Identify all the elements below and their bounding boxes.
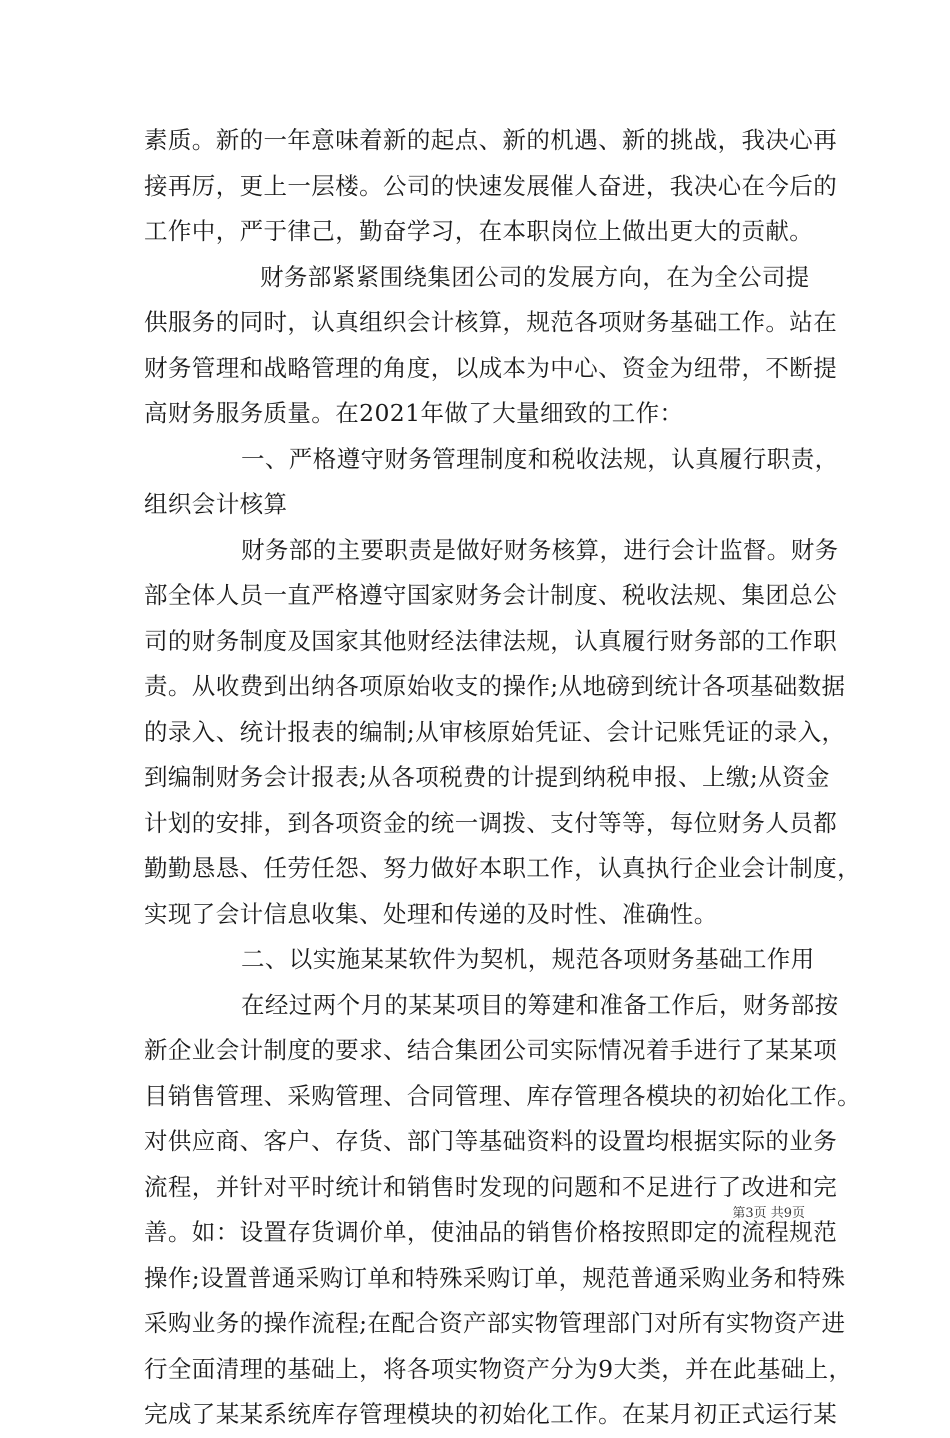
section-heading-line: 一、严格遵守财务管理制度和税收法规，认真履行职责，	[241, 444, 839, 473]
document-body	[144, 118, 861, 1438]
body-line: 操作;设置普通采购订单和特殊采购订单，规范普通采购业务和特殊	[144, 1263, 846, 1292]
body-line: 供服务的同时，认真组织会计核算，规范各项财务基础工作。站在	[144, 308, 838, 336]
body-line: 新企业会计制度的要求、结合集团公司实际情况着手进行了某某项	[144, 1036, 838, 1064]
body-line: 的录入、统计报表的编制;从审核原始凭证、会计记账凭证的录入，	[144, 717, 846, 746]
body-line: 实现了会计信息收集、处理和传递的及时性、准确性。	[144, 899, 718, 928]
body-line: 高财务服务质量。在2021年做了大量细致的工作：	[144, 399, 684, 427]
paragraph-start-line: 财务部紧紧围绕集团公司的发展方向，在为全公司提	[260, 262, 810, 291]
body-line: 责。从收费到出纳各项原始收支的操作;从地磅到统计各项基础数据	[144, 672, 846, 700]
body-line: 善。如：设置存货调价单，使油品的销售价格按照即定的流程规范	[144, 1218, 838, 1246]
body-line: 部全体人员一直严格遵守国家财务会计制度、税收法规、集团总公	[144, 581, 838, 609]
body-line: 到编制财务会计报表;从各项税费的计提到纳税申报、上缴;从资金	[144, 763, 830, 791]
body-line: 行全面清理的基础上，将各项实物资产分为9大类，并在此基础上，	[144, 1354, 853, 1383]
body-line: 采购业务的操作流程;在配合资产部实物管理部门对所有实物资产进	[144, 1309, 846, 1337]
body-line: 计划的安排，到各项资金的统一调拨、支付等等，每位财务人员都	[144, 808, 838, 837]
body-line: 目销售管理、采购管理、合同管理、库存管理各模块的初始化工作。	[144, 1081, 861, 1110]
body-line: 司的财务制度及国家其他财经法律法规，认真履行财务部的工作职	[144, 626, 838, 655]
body-line: 对供应商、客户、存货、部门等基础资料的设置均根据实际的业务	[144, 1127, 838, 1155]
section-heading-line: 二、以实施某某软件为契机，规范各项财务基础工作用	[241, 945, 815, 973]
body-line: 接再厉，更上一层楼。公司的快速发展催人奋进，我决心在今后的	[144, 171, 838, 200]
body-line: 勤勤恳恳、任劳任怨、努力做好本职工作，认真执行企业会计制度，	[144, 854, 861, 882]
page-number-footer: 第3页 共9页	[732, 1206, 805, 1221]
paragraph-start-line: 财务部的主要职责是做好财务核算，进行会计监督。财务	[241, 535, 839, 564]
section-heading-line: 组织会计核算	[144, 490, 288, 518]
paragraph-start-line: 在经过两个月的某某项目的筹建和准备工作后，财务部按	[241, 990, 839, 1019]
body-line: 工作中，严于律己，勤奋学习，在本职岗位上做出更大的贡献。	[144, 217, 814, 245]
body-line: 流程，并针对平时统计和销售时发现的问题和不足进行了改进和完	[144, 1172, 838, 1201]
body-line: 财务管理和战略管理的角度，以成本为中心、资金为纽带，不断提	[144, 353, 838, 382]
body-line: 素质。新的一年意味着新的起点、新的机遇、新的挑战，我决心再	[144, 126, 838, 154]
body-line: 完成了某某系统库存管理模块的初始化工作。在某月初正式运行某	[144, 1400, 838, 1428]
